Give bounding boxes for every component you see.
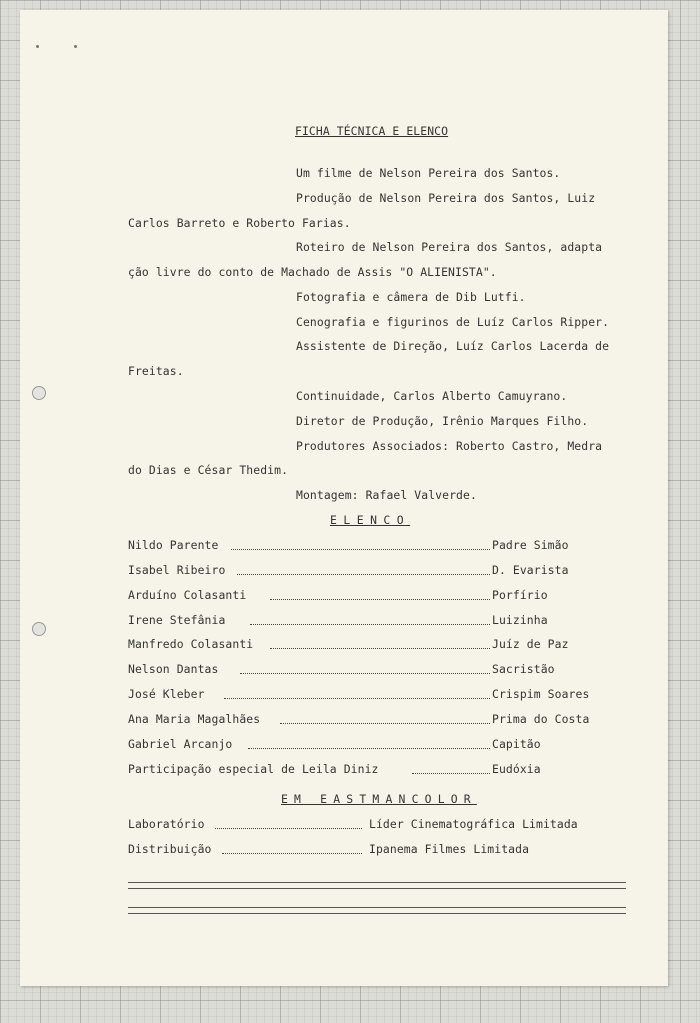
credit-line: Diretor de Produção, Irênio Marques Filho.	[296, 414, 589, 428]
cast-actor: Irene Stefânia	[128, 613, 226, 627]
credit-line: Freitas.	[128, 364, 184, 378]
credit-line: Continuidade, Carlos Alberto Camuyrano.	[296, 389, 568, 403]
cast-role: Luizinha	[492, 613, 548, 627]
dot-leader	[250, 624, 490, 625]
cast-actor: Nildo Parente	[128, 538, 219, 552]
credit-line: Fotografia e câmera de Dib Lutfi.	[296, 290, 526, 304]
cast-actor: Ana Maria Magalhães	[128, 712, 261, 726]
service-label: Distribuição	[128, 842, 212, 856]
cast-role: Prima do Costa	[492, 712, 590, 726]
credit-line: ção livre do conto de Machado de Assis "O ALIENISTA".	[128, 265, 497, 279]
cast-actor: Manfredo Colasanti	[128, 637, 254, 651]
color-heading: EM EASTMANCOLOR	[281, 792, 477, 806]
cast-role: Crispim Soares	[492, 687, 590, 701]
double-rule	[128, 907, 626, 914]
cast-actor: Nelson Dantas	[128, 662, 219, 676]
dot-leader	[237, 574, 490, 575]
service-value: Ipanema Filmes Limitada	[369, 842, 530, 856]
cast-actor: Participação especial de Leila Diniz	[128, 762, 379, 776]
cast-role: Sacristão	[492, 662, 555, 676]
credit-line: Cenografia e figurinos de Luíz Carlos Ripper.	[296, 315, 610, 329]
binder-hole	[32, 622, 46, 636]
punch-mark	[74, 45, 77, 48]
dot-leader	[270, 599, 490, 600]
dot-leader	[215, 828, 362, 829]
cast-role: Capitão	[492, 737, 541, 751]
credit-line: Carlos Barreto e Roberto Farias.	[128, 216, 351, 230]
credit-line: Produção de Nelson Pereira dos Santos, Luiz	[296, 191, 596, 205]
credit-line: Montagem: Rafael Valverde.	[296, 488, 477, 502]
dot-leader	[248, 748, 490, 749]
cast-role: Porfírio	[492, 588, 548, 602]
credit-line: Um filme de Nelson Pereira dos Santos.	[296, 166, 561, 180]
cast-actor: José Kleber	[128, 687, 205, 701]
service-value: Líder Cinematográfica Limitada	[369, 817, 578, 831]
double-rule	[128, 882, 626, 889]
cast-role: Juíz de Paz	[492, 637, 569, 651]
dot-leader	[240, 673, 490, 674]
dot-leader	[231, 549, 490, 550]
cast-role: D. Evarista	[492, 563, 569, 577]
dot-leader	[224, 698, 490, 699]
credit-line: Roteiro de Nelson Pereira dos Santos, adapta	[296, 240, 603, 254]
binder-hole	[32, 386, 46, 400]
dot-leader	[222, 853, 362, 854]
cast-actor: Arduíno Colasanti	[128, 588, 247, 602]
credit-line: Assistente de Direção, Luíz Carlos Lacerda de	[296, 339, 610, 353]
cast-actor: Gabriel Arcanjo	[128, 737, 233, 751]
cast-actor: Isabel Ribeiro	[128, 563, 226, 577]
cast-heading: ELENCO	[330, 513, 411, 527]
punch-mark	[36, 45, 39, 48]
service-label: Laboratório	[128, 817, 205, 831]
dot-leader	[412, 773, 490, 774]
cast-role: Padre Simão	[492, 538, 569, 552]
credit-line: do Dias e César Thedim.	[128, 463, 289, 477]
dot-leader	[280, 723, 490, 724]
dot-leader	[270, 648, 490, 649]
cast-role: Eudóxia	[492, 762, 541, 776]
document-title: FICHA TÉCNICA E ELENCO	[295, 124, 449, 138]
credit-line: Produtores Associados: Roberto Castro, Medra	[296, 439, 603, 453]
